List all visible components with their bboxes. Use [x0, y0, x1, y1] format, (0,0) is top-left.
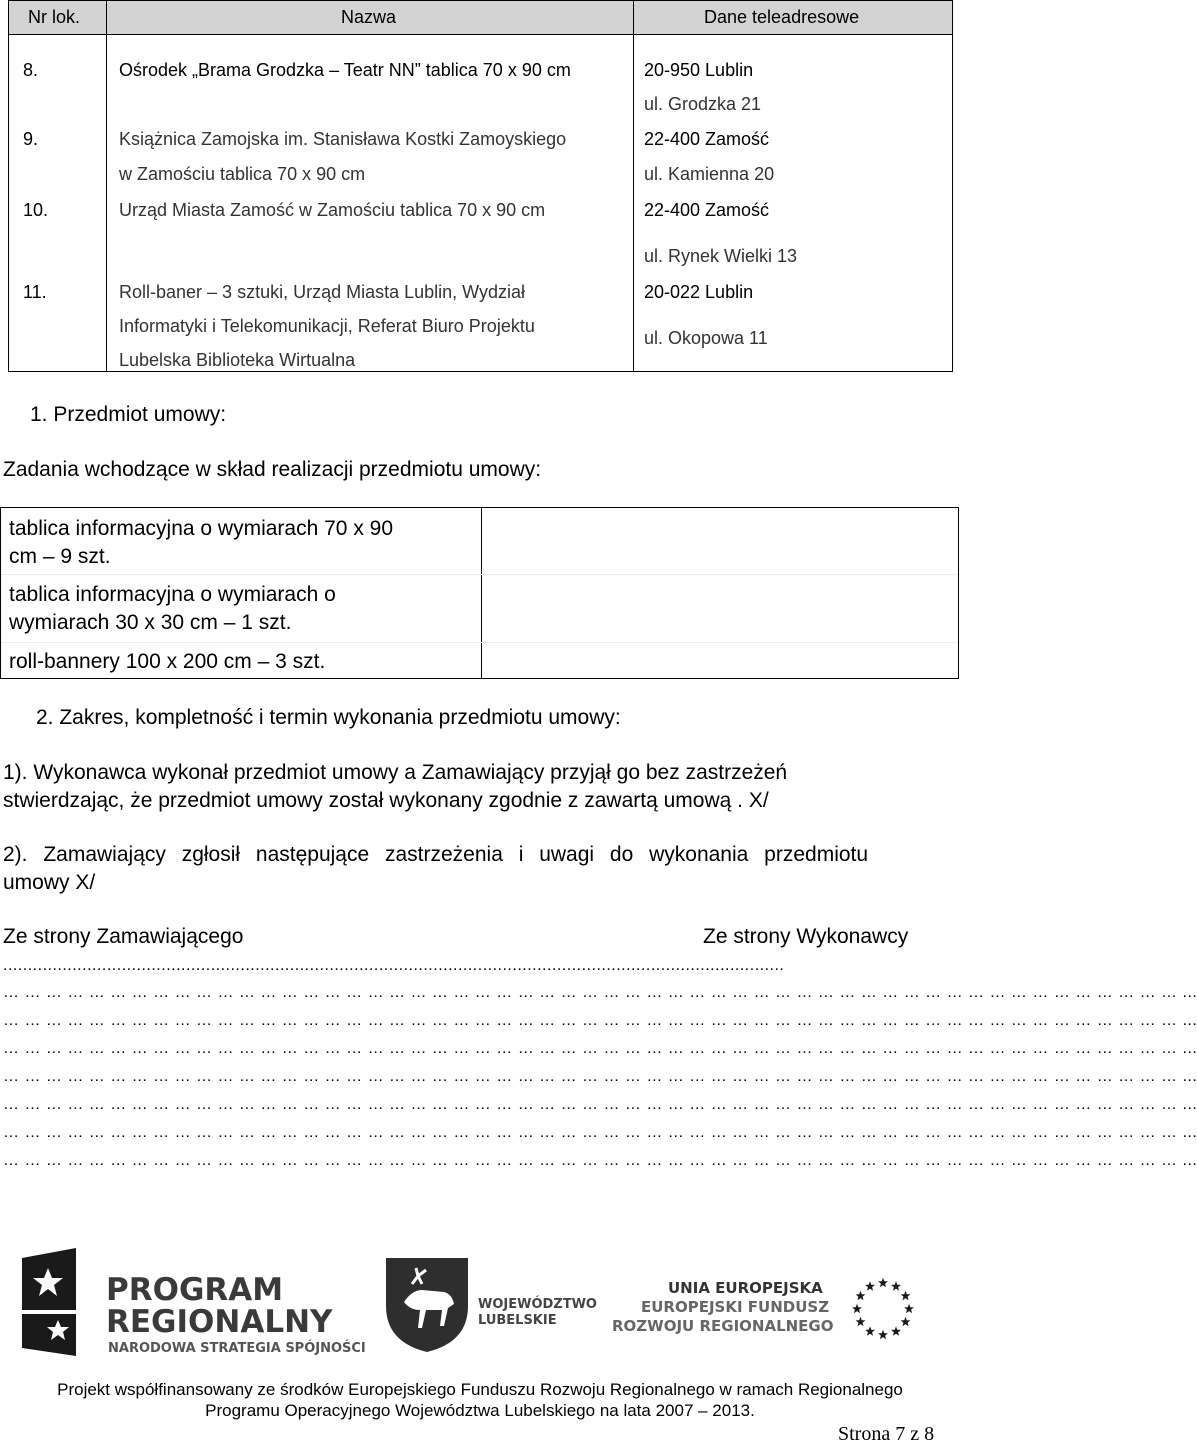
section1-subheading: Zadania wchodzące w skład realizacji przedmiotu umowy: — [3, 458, 542, 481]
eu-star-icon — [856, 1317, 866, 1326]
column-divider — [633, 1, 634, 371]
table-row — [1, 508, 958, 575]
program-logo-line3: NARODOWA STRATEGIA SPÓJNOŚCI — [108, 1341, 366, 1356]
footer-line2: Programu Operacyjnego Województwa Lubelskiego na lata 2007 – 2013. — [205, 1401, 755, 1420]
paragraph-line: 1). Wykonawca wykonał przedmiot umowy a Zamawiający przyjął go bez zastrzeżeń — [3, 761, 788, 784]
eu-star-icon — [852, 1304, 862, 1313]
signature-dotted-line: .............................................................................................................................................................. — [3, 957, 785, 974]
header-nr: Nr lok. — [28, 7, 81, 27]
eu-flag-icon — [846, 1274, 920, 1344]
item-text: tablica informacyjna o wymiarach 70 x 90 — [9, 517, 394, 540]
row-nazwa: Lubelska Biblioteka Wirtualna — [119, 350, 356, 370]
row-dane: ul. Rynek Wielki 13 — [644, 246, 798, 266]
signature-left-label: Ze strony Zamawiającego — [3, 925, 244, 948]
item-text: roll-bannery 100 x 200 cm – 3 szt. — [9, 650, 326, 673]
signature-dashed-line: … … … … … … … … … … … … … … … … … … … … … … … … … … … … … … … … … … … … … … … … … … … … … … … … … … … … … … … ... — [3, 1040, 1197, 1057]
paragraph-line: stwierdzając, że przedmiot umowy został wykonany zgodnie z zawartą umową . X/ — [3, 789, 769, 812]
table-row — [1, 642, 958, 679]
row-dane: ul. Kamienna 20 — [644, 164, 775, 184]
lubelskie-logo-line1: WOJEWÓDZTWO — [478, 1297, 597, 1312]
eu-logo-line2: EUROPEJSKI FUNDUSZ — [641, 1298, 830, 1316]
row-nazwa: Książnica Zamojska im. Stanisława Kostki Zamoyskiego — [119, 129, 567, 149]
signature-dashed-line: … … … … … … … … … … … … … … … … … … … … … … … … … … … … … … … … … … … … … … … … … … … … … … … … … … … … … … … ... — [3, 1124, 1197, 1141]
row-dane: ul. Grodzka 21 — [644, 94, 762, 114]
item-text: cm – 9 szt. — [9, 545, 111, 568]
lubelskie-logo-line2: LUBELSKIE — [478, 1313, 557, 1328]
signature-right-label: Ze strony Wykonawcy — [703, 925, 909, 948]
page-number: Strona 7 z 8 — [838, 1423, 935, 1445]
row-dane: 20-022 Lublin — [644, 282, 754, 302]
row-nazwa: Informatyki i Telekomunikacji, Referat Biuro Projektu — [119, 316, 535, 336]
signature-dashed-line: … … … … … … … … … … … … … … … … … … … … … … … … … … … … … … … … … … … … … … … … … … … … … … … … … … … … … … … ... — [3, 984, 1197, 1001]
paragraph-line: umowy X/ — [3, 871, 96, 894]
header-nazwa: Nazwa — [341, 7, 397, 27]
items-table — [0, 507, 959, 679]
eu-star-icon — [891, 1281, 901, 1290]
row-nazwa: Roll-baner – 3 sztuki, Urząd Miasta Lublin, Wydział — [119, 282, 526, 302]
section2-heading: 2. Zakres, kompletność i termin wykonania przedmiotu umowy: — [36, 706, 621, 729]
nss-logo-icon — [18, 1248, 84, 1358]
item-text: tablica informacyjna o wymiarach o — [9, 583, 336, 606]
footer-line1: Projekt współfinansowany ze środków Europejskiego Funduszu Rozwoju Regionalnego w ramach Regionalnego — [57, 1380, 903, 1399]
eu-star-icon — [856, 1291, 866, 1300]
locations-table — [8, 0, 953, 372]
eu-star-icon — [865, 1326, 875, 1335]
item-text: wymiarach 30 x 30 cm – 1 szt. — [9, 611, 292, 634]
section1-heading: 1. Przedmiot umowy: — [30, 403, 227, 426]
program-logo-line2: REGIONALNY — [106, 1304, 333, 1340]
column-divider — [106, 1, 107, 371]
row-nazwa: Urząd Miasta Zamość w Zamościu tablica 70 x 90 cm — [119, 200, 546, 220]
eu-logo-line3: ROZWOJU REGIONALNEGO — [612, 1317, 834, 1335]
signature-dashed-line: … … … … … … … … … … … … … … … … … … … … … … … … … … … … … … … … … … … … … … … … … … … … … … … … … … … … … … … ... — [3, 1096, 1197, 1113]
eu-star-icon — [891, 1326, 901, 1335]
row-nr: 9. — [23, 129, 39, 149]
paragraph-line: 2). Zamawiający zgłosił następujące zastrzeżenia i uwagi do wykonania przedmiotu — [3, 843, 869, 866]
row-dane: 20-950 Lublin — [644, 60, 754, 80]
row-nazwa: Ośrodek „Brama Grodzka – Teatr NN” tablica 70 x 90 cm — [119, 60, 571, 80]
eu-star-icon — [901, 1317, 911, 1326]
table-row — [1, 575, 958, 642]
signature-dashed-line: … … … … … … … … … … … … … … … … … … … … … … … … … … … … … … … … … … … … … … … … … … … … … … … … … … … … … … … ... — [3, 1152, 1197, 1169]
row-nr: 10. — [23, 200, 49, 220]
header-dane: Dane teleadresowe — [704, 7, 860, 27]
signature-dashed-line: … … … … … … … … … … … … … … … … … … … … … … … … … … … … … … … … … … … … … … … … … … … … … … … … … … … … … … … ... — [3, 1068, 1197, 1085]
program-logo-line1: PROGRAM — [106, 1272, 284, 1308]
eu-star-icon — [904, 1304, 914, 1313]
eu-logo-line1: UNIA EUROPEJSKA — [668, 1279, 823, 1297]
eu-star-icon — [878, 1330, 888, 1339]
signature-dashed-line: … … … … … … … … … … … … … … … … … … … … … … … … … … … … … … … … … … … … … … … … … … … … … … … … … … … … … … … ... — [3, 1012, 1197, 1029]
eu-star-icon — [865, 1281, 875, 1290]
row-nazwa: w Zamościu tablica 70 x 90 cm — [119, 164, 366, 184]
row-nr: 11. — [23, 282, 47, 302]
row-dane: 22-400 Zamość — [644, 129, 770, 149]
lubelskie-coat-of-arms-icon — [382, 1254, 472, 1354]
eu-star-icon — [901, 1291, 911, 1300]
row-dane: ul. Okopowa 11 — [644, 328, 768, 348]
row-nr: 8. — [23, 60, 39, 80]
row-dane: 22-400 Zamość — [644, 200, 770, 220]
eu-star-icon — [878, 1278, 888, 1287]
